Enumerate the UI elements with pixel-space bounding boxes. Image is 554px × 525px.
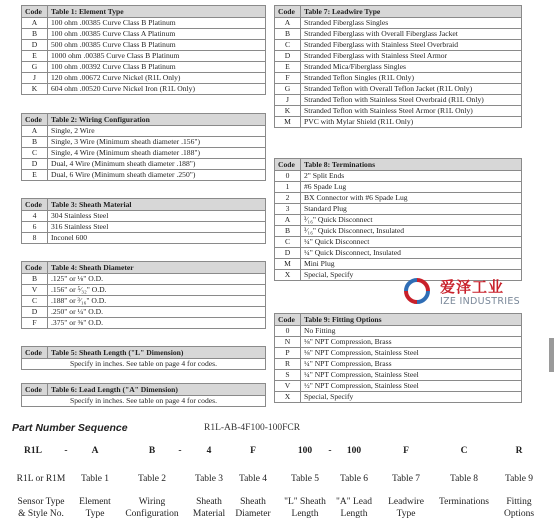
table-wiring-configuration xyxy=(21,113,266,181)
part-number-segment: F xyxy=(403,446,409,456)
table-title: Table 9: Fitting Options xyxy=(301,314,522,326)
table-row xyxy=(22,84,266,95)
table-description-cell: Stranded Fiberglass with Stainless Steel Armor xyxy=(301,51,522,62)
table-terminations xyxy=(274,158,522,281)
table-description-cell: 1000 ohm .00385 Curve Class B Platinum xyxy=(48,51,266,62)
page-edge-tab xyxy=(549,338,554,372)
table-row xyxy=(22,211,266,222)
table-sheath-length xyxy=(21,346,266,370)
table-note: Specify in inches. See table on page 4 for codes. xyxy=(22,396,266,407)
table-row xyxy=(22,62,266,73)
table-row xyxy=(275,337,522,348)
table-description-cell: Stranded Teflon with Stainless Steel Armor (R1L Only) xyxy=(301,106,522,117)
segment-separator: - xyxy=(328,446,332,456)
table-title: Table 7: Leadwire Type xyxy=(301,6,522,18)
table-reference: Table 3 xyxy=(194,474,224,484)
part-number-segment: C xyxy=(460,446,468,456)
part-number-segment: B xyxy=(148,446,156,456)
part-number-segment: 100 xyxy=(297,446,313,456)
table-code-cell: K xyxy=(275,106,301,117)
table-row xyxy=(275,215,522,226)
table-code-cell: 0 xyxy=(275,326,301,337)
table-code-cell: E xyxy=(275,62,301,73)
table-element-type xyxy=(21,5,266,95)
logo-mark-icon xyxy=(404,278,430,304)
part-number-example: R1L-AB-4F100-100FCR xyxy=(204,423,301,433)
table-description-cell: Single, 2 Wire xyxy=(48,126,266,137)
table-description-cell: .156" or ⁵⁄₃₂" O.D. xyxy=(48,285,266,296)
table-description-cell: 604 ohm .00520 Curve Nickel Iron (R1L Only) xyxy=(48,84,266,95)
table-code-cell: 1 xyxy=(275,182,301,193)
table-row xyxy=(22,18,266,29)
table-description-cell: ³⁄₁₆" Quick Disconnect xyxy=(301,215,522,226)
table-row xyxy=(22,170,266,181)
table-code-cell: B xyxy=(22,274,48,285)
table-sheath-material xyxy=(21,198,266,244)
table-description-cell: ¼" Quick Disconnect, Insulated xyxy=(301,248,522,259)
table-code-cell: 4 xyxy=(22,211,48,222)
table-row xyxy=(22,159,266,170)
segment-description: Sheath Material xyxy=(192,497,226,519)
table-row xyxy=(275,117,522,128)
segment-description: Wiring Configuration xyxy=(125,497,179,519)
table-description-cell: No Fitting xyxy=(301,326,522,337)
table-code-cell: E xyxy=(22,51,48,62)
table-row xyxy=(22,307,266,318)
table-description-cell: 2" Split Ends xyxy=(301,171,522,182)
segment-separator: - xyxy=(64,446,68,456)
table-row xyxy=(22,51,266,62)
table-code-cell: A xyxy=(275,215,301,226)
table-description-cell: .188" or ³⁄₁₆" O.D. xyxy=(48,296,266,307)
table-row xyxy=(275,62,522,73)
table-row xyxy=(275,237,522,248)
table-row xyxy=(275,51,522,62)
table-description-cell: ⅛" NPT Compression, Brass xyxy=(301,337,522,348)
table-reference: R1L or R1M xyxy=(16,474,66,484)
table-reference: Table 2 xyxy=(137,474,167,484)
table-code-cell: G xyxy=(22,62,48,73)
table-reference: Table 5 xyxy=(290,474,320,484)
table-description-cell: Stranded Teflon Singles (R1L Only) xyxy=(301,73,522,84)
table-row xyxy=(22,396,266,407)
table-code-cell: J xyxy=(22,73,48,84)
table-lead-length xyxy=(21,383,266,407)
table-header xyxy=(22,384,266,396)
table-row xyxy=(22,233,266,244)
table-header xyxy=(22,347,266,359)
table-code-cell: M xyxy=(275,117,301,128)
table-row xyxy=(22,296,266,307)
part-number-segment: 100 xyxy=(346,446,362,456)
table-description-cell: 120 ohm .00672 Curve Nickel (R1L Only) xyxy=(48,73,266,84)
code-header: Code xyxy=(275,314,301,326)
table-code-cell: S xyxy=(275,370,301,381)
segment-separator: - xyxy=(178,446,182,456)
table-description-cell: Stranded Fiberglass with Stainless Steel Overbraid xyxy=(301,40,522,51)
table-reference: Table 4 xyxy=(238,474,268,484)
table-header xyxy=(275,159,522,171)
table-code-cell: 6 xyxy=(22,222,48,233)
table-row xyxy=(275,106,522,117)
table-description-cell: Special, Specify xyxy=(301,392,522,403)
table-reference: Table 7 xyxy=(391,474,421,484)
segment-description: Element Type xyxy=(79,497,111,519)
table-description-cell: ½" NPT Compression, Stainless Steel xyxy=(301,381,522,392)
logo-english-text: IZE INDUSTRIES xyxy=(440,296,520,307)
table-description-cell: 100 ohm .00385 Curve Class A Platinum xyxy=(48,29,266,40)
table-description-cell: 500 ohm .00385 Curve Class B Platinum xyxy=(48,40,266,51)
part-number-title: Part Number Sequence xyxy=(12,422,128,434)
table-description-cell: ¼" NPT Compression, Brass xyxy=(301,359,522,370)
table-row xyxy=(22,318,266,329)
logo-chinese-text: 爱泽工业 xyxy=(440,278,505,296)
code-header: Code xyxy=(22,384,48,396)
table-description-cell: ¼" Quick Disconnect xyxy=(301,237,522,248)
part-number-segment: 4 xyxy=(206,446,212,456)
table-description-cell: ¼" NPT Compression, Stainless Steel xyxy=(301,370,522,381)
table-description-cell: ³⁄₁₆" Quick Disconnect, Insulated xyxy=(301,226,522,237)
table-row xyxy=(275,29,522,40)
table-description-cell: Single, 3 Wire (Minimum sheath diameter .156") xyxy=(48,137,266,148)
table-title: Table 4: Sheath Diameter xyxy=(48,262,266,274)
table-description-cell: Dual, 6 Wire (Minimum sheath diameter .250") xyxy=(48,170,266,181)
table-title: Table 5: Sheath Length ("L" Dimension) xyxy=(48,347,266,359)
table-title: Table 3: Sheath Material xyxy=(48,199,266,211)
table-code-cell: V xyxy=(22,285,48,296)
table-leadwire-type xyxy=(274,5,522,128)
table-header xyxy=(275,6,522,18)
part-number-segment: A xyxy=(91,446,99,456)
segment-description: Sheath Diameter xyxy=(235,497,271,519)
table-row xyxy=(275,40,522,51)
table-code-cell: C xyxy=(275,237,301,248)
table-row xyxy=(275,226,522,237)
table-code-cell: D xyxy=(22,307,48,318)
table-description-cell: Stranded Fiberglass with Overall Fiberglass Jacket xyxy=(301,29,522,40)
table-row xyxy=(22,222,266,233)
table-code-cell: C xyxy=(22,296,48,307)
table-description-cell: Stranded Mica/Fiberglass Singles xyxy=(301,62,522,73)
table-description-cell: Stranded Teflon with Overall Teflon Jacket (R1L Only) xyxy=(301,84,522,95)
table-code-cell: C xyxy=(275,40,301,51)
part-number-segment: R xyxy=(515,446,523,456)
table-row xyxy=(275,84,522,95)
table-description-cell: 304 Stainless Steel xyxy=(48,211,266,222)
segment-description: Fitting Options xyxy=(503,497,535,519)
table-row xyxy=(22,285,266,296)
segment-description: "L" Sheath Length xyxy=(284,497,326,519)
code-header: Code xyxy=(22,6,48,18)
table-sheath-diameter xyxy=(21,261,266,329)
table-title: Table 2: Wiring Configuration xyxy=(48,114,266,126)
table-code-cell: X xyxy=(275,270,301,281)
table-code-cell: X xyxy=(275,392,301,403)
code-header: Code xyxy=(22,199,48,211)
table-code-cell: F xyxy=(22,318,48,329)
table-reference: Table 8 xyxy=(449,474,479,484)
segment-description: "A" Lead Length xyxy=(336,497,372,519)
table-description-cell: Inconel 600 xyxy=(48,233,266,244)
segment-description: Sensor Type & Style No. xyxy=(17,497,65,519)
company-logo xyxy=(400,276,540,310)
table-row xyxy=(275,259,522,270)
table-row xyxy=(275,381,522,392)
table-description-cell: Single, 4 Wire (Minimum sheath diameter .188") xyxy=(48,148,266,159)
table-code-cell: N xyxy=(275,337,301,348)
code-header: Code xyxy=(22,347,48,359)
table-code-cell: 3 xyxy=(275,204,301,215)
table-note: Specify in inches. See table on page 4 for codes. xyxy=(22,359,266,370)
table-row xyxy=(275,326,522,337)
table-row xyxy=(22,148,266,159)
table-row xyxy=(22,29,266,40)
table-code-cell: 0 xyxy=(275,171,301,182)
table-code-cell: A xyxy=(275,18,301,29)
table-row xyxy=(275,182,522,193)
table-reference: Table 1 xyxy=(80,474,110,484)
table-row xyxy=(275,73,522,84)
table-code-cell: B xyxy=(22,29,48,40)
table-description-cell: BX Connector with #6 Spade Lug xyxy=(301,193,522,204)
table-row xyxy=(275,359,522,370)
table-code-cell: C xyxy=(22,148,48,159)
code-header: Code xyxy=(275,159,301,171)
table-row xyxy=(22,126,266,137)
table-row xyxy=(275,193,522,204)
table-title: Table 6: Lead Length ("A" Dimension) xyxy=(48,384,266,396)
table-code-cell: F xyxy=(275,73,301,84)
table-description-cell: Mini Plug xyxy=(301,259,522,270)
table-code-cell: M xyxy=(275,259,301,270)
table-title: Table 8: Terminations xyxy=(301,159,522,171)
table-code-cell: P xyxy=(275,348,301,359)
table-description-cell: 100 ohm .00392 Curve Class B Platinum xyxy=(48,62,266,73)
table-description-cell: Stranded Teflon with Stainless Steel Overbraid (R1L Only) xyxy=(301,95,522,106)
table-description-cell: 316 Stainless Steel xyxy=(48,222,266,233)
table-row xyxy=(22,137,266,148)
table-description-cell: .375" or ⅜" O.D. xyxy=(48,318,266,329)
table-code-cell: D xyxy=(275,51,301,62)
table-row xyxy=(22,40,266,51)
table-reference: Table 6 xyxy=(339,474,369,484)
part-number-segment: R1L xyxy=(24,446,42,456)
table-row xyxy=(275,171,522,182)
table-description-cell: .250" or ¼" O.D. xyxy=(48,307,266,318)
table-description-cell: .125" or ⅛" O.D. xyxy=(48,274,266,285)
table-description-cell: Standard Plug xyxy=(301,204,522,215)
table-row xyxy=(275,18,522,29)
table-row xyxy=(275,348,522,359)
segment-description: Leadwire Type xyxy=(388,497,424,519)
table-description-cell: PVC with Mylar Shield (R1L Only) xyxy=(301,117,522,128)
table-code-cell: 8 xyxy=(22,233,48,244)
code-header: Code xyxy=(22,262,48,274)
table-code-cell: K xyxy=(22,84,48,95)
table-description-cell: #6 Spade Lug xyxy=(301,182,522,193)
table-code-cell: D xyxy=(275,248,301,259)
table-description-cell: Stranded Fiberglass Singles xyxy=(301,18,522,29)
table-row xyxy=(22,73,266,84)
table-code-cell: D xyxy=(22,40,48,51)
table-code-cell: J xyxy=(275,95,301,106)
table-code-cell: 2 xyxy=(275,193,301,204)
table-code-cell: A xyxy=(22,18,48,29)
table-reference: Table 9 xyxy=(504,474,534,484)
table-header xyxy=(22,114,266,126)
table-description-cell: Dual, 4 Wire (Minimum sheath diameter .188") xyxy=(48,159,266,170)
table-code-cell: A xyxy=(22,126,48,137)
code-header: Code xyxy=(22,114,48,126)
table-code-cell: E xyxy=(22,170,48,181)
table-header xyxy=(275,314,522,326)
table-code-cell: D xyxy=(22,159,48,170)
table-code-cell: B xyxy=(22,137,48,148)
table-header xyxy=(22,262,266,274)
table-code-cell: G xyxy=(275,84,301,95)
table-row xyxy=(275,392,522,403)
segment-description: Terminations xyxy=(439,497,489,507)
code-header: Code xyxy=(275,6,301,18)
table-row xyxy=(275,248,522,259)
table-description-cell: 100 ohm .00385 Curve Class B Platinum xyxy=(48,18,266,29)
part-number-segment: F xyxy=(250,446,256,456)
table-code-cell: B xyxy=(275,226,301,237)
table-row xyxy=(275,370,522,381)
table-row xyxy=(22,274,266,285)
table-row xyxy=(22,359,266,370)
table-row xyxy=(275,204,522,215)
table-row xyxy=(275,95,522,106)
table-code-cell: B xyxy=(275,29,301,40)
table-code-cell: R xyxy=(275,359,301,370)
table-header xyxy=(22,6,266,18)
table-fitting-options xyxy=(274,313,522,403)
table-header xyxy=(22,199,266,211)
table-code-cell: V xyxy=(275,381,301,392)
table-title: Table 1: Element Type xyxy=(48,6,266,18)
table-description-cell: ⅛" NPT Compression, Stainless Steel xyxy=(301,348,522,359)
table-description-cell: Special, Specify xyxy=(301,270,522,281)
